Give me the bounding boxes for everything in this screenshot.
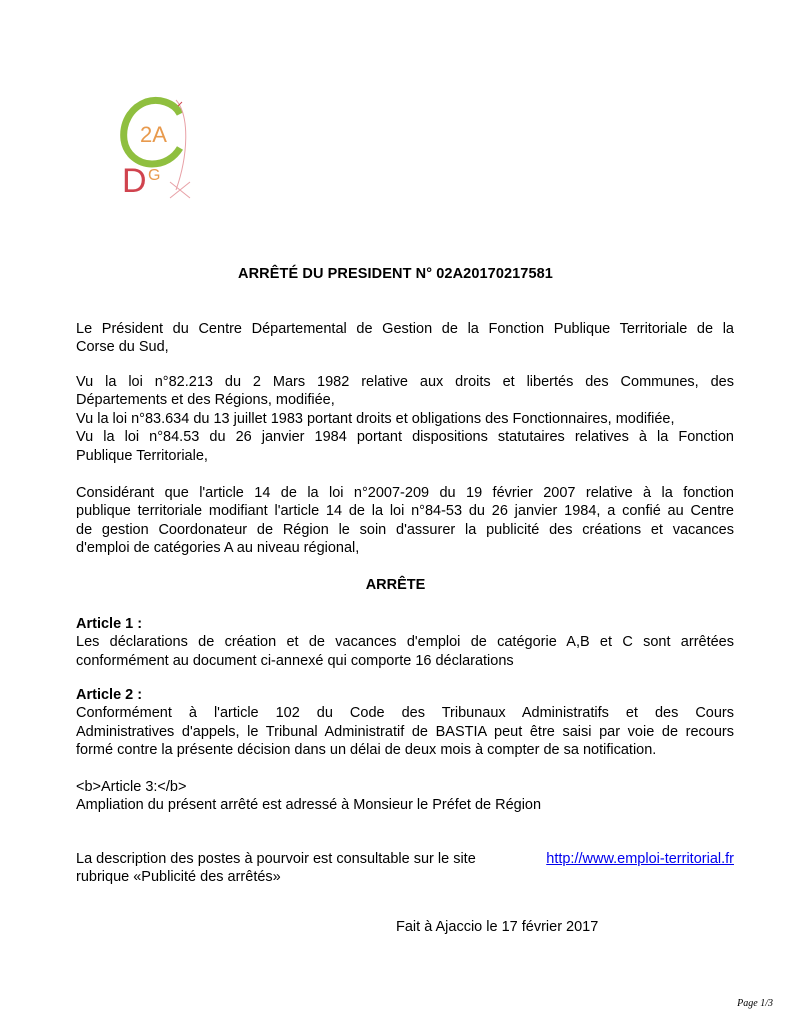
description-text: La description des postes à pourvoir est consultable sur le site — [76, 851, 476, 867]
emploi-territorial-link[interactable]: http://www.emploi-territorial.fr — [546, 851, 734, 867]
article-1-line: Les déclarations de création et de vacances d'emploi de catégorie A,B et C sont arrêtées — [76, 634, 734, 651]
visa-line: Vu la loi n°82.213 du 2 Mars 1982 relative aux droits et libertés des Communes, des — [76, 374, 734, 390]
article-1-heading: Article 1 : — [76, 616, 143, 632]
visas-paragraph — [76, 373, 734, 465]
intro-line: Le Président du Centre Départemental de Gestion de la Fonction Publique Territoriale de la — [76, 321, 734, 337]
description-paragraph — [76, 850, 734, 887]
intro-paragraph — [76, 320, 734, 357]
article-2-line: formé contre la présente décision dans un délai de deux mois à compter de sa notification. — [76, 742, 657, 759]
article-3-heading: <b>Article 3:</b> — [76, 779, 187, 795]
article-1 — [76, 615, 734, 670]
intro-line: Corse du Sud, — [76, 339, 169, 356]
logo — [118, 96, 198, 200]
logo-d-text: D — [122, 162, 147, 200]
considerant-paragraph — [76, 484, 734, 558]
visa-line: Vu la loi n°84.53 du 26 janvier 1984 portant dispositions statutaires relatives à la Fonction — [76, 429, 734, 446]
logo-2a-text: 2A — [140, 122, 167, 147]
description-line — [76, 850, 734, 868]
page-number: Page 1/3 — [737, 998, 773, 1009]
article-2 — [76, 686, 734, 760]
visa-line: Publique Territoriale, — [76, 447, 208, 464]
logo-g-text: G — [148, 167, 161, 184]
article-3-line: Ampliation du présent arrêté est adressé à Monsieur le Préfet de Région — [76, 797, 542, 814]
article-1-line: conformément au document ci-annexé qui comporte 16 déclarations — [76, 652, 514, 669]
document-title: ARRÊTÉ DU PRESIDENT N° 02A20170217581 — [238, 266, 553, 282]
considerant-line: Considérant que l'article 14 de la loi n°2007-209 du 19 février 2007 relative à la fonction — [76, 485, 734, 501]
visa-line: Départements et des Régions, modifiée, — [76, 392, 335, 409]
considerant-line: publique territoriale modifiant l'article 14 de la loi n°84-53 du 26 janvier 1984, a confié au Centre — [76, 503, 734, 520]
considerant-line: de gestion Coordonateur de Région le soin d'assurer la publicité des créations et vacances — [76, 521, 734, 538]
article-3 — [76, 778, 734, 815]
arrete-heading: ARRÊTE — [365, 577, 426, 593]
visa-line: Vu la loi n°83.634 du 13 juillet 1983 portant droits et obligations des Fonctionnaires, modifiée, — [76, 410, 675, 427]
description-line: rubrique «Publicité des arrêtés» — [76, 869, 281, 886]
article-2-line: Conformément à l'article 102 du Code des Tribunaux Administratifs et des Cours — [76, 705, 734, 722]
considerant-line: d'emploi de catégories A au niveau régional, — [76, 540, 360, 557]
signature-line: Fait à Ajaccio le 17 février 2017 — [396, 919, 599, 935]
article-2-line: Administratives d'appels, le Tribunal Administratif de BASTIA peut être saisi par voie de recours — [76, 723, 734, 740]
article-2-heading: Article 2 : — [76, 687, 143, 703]
